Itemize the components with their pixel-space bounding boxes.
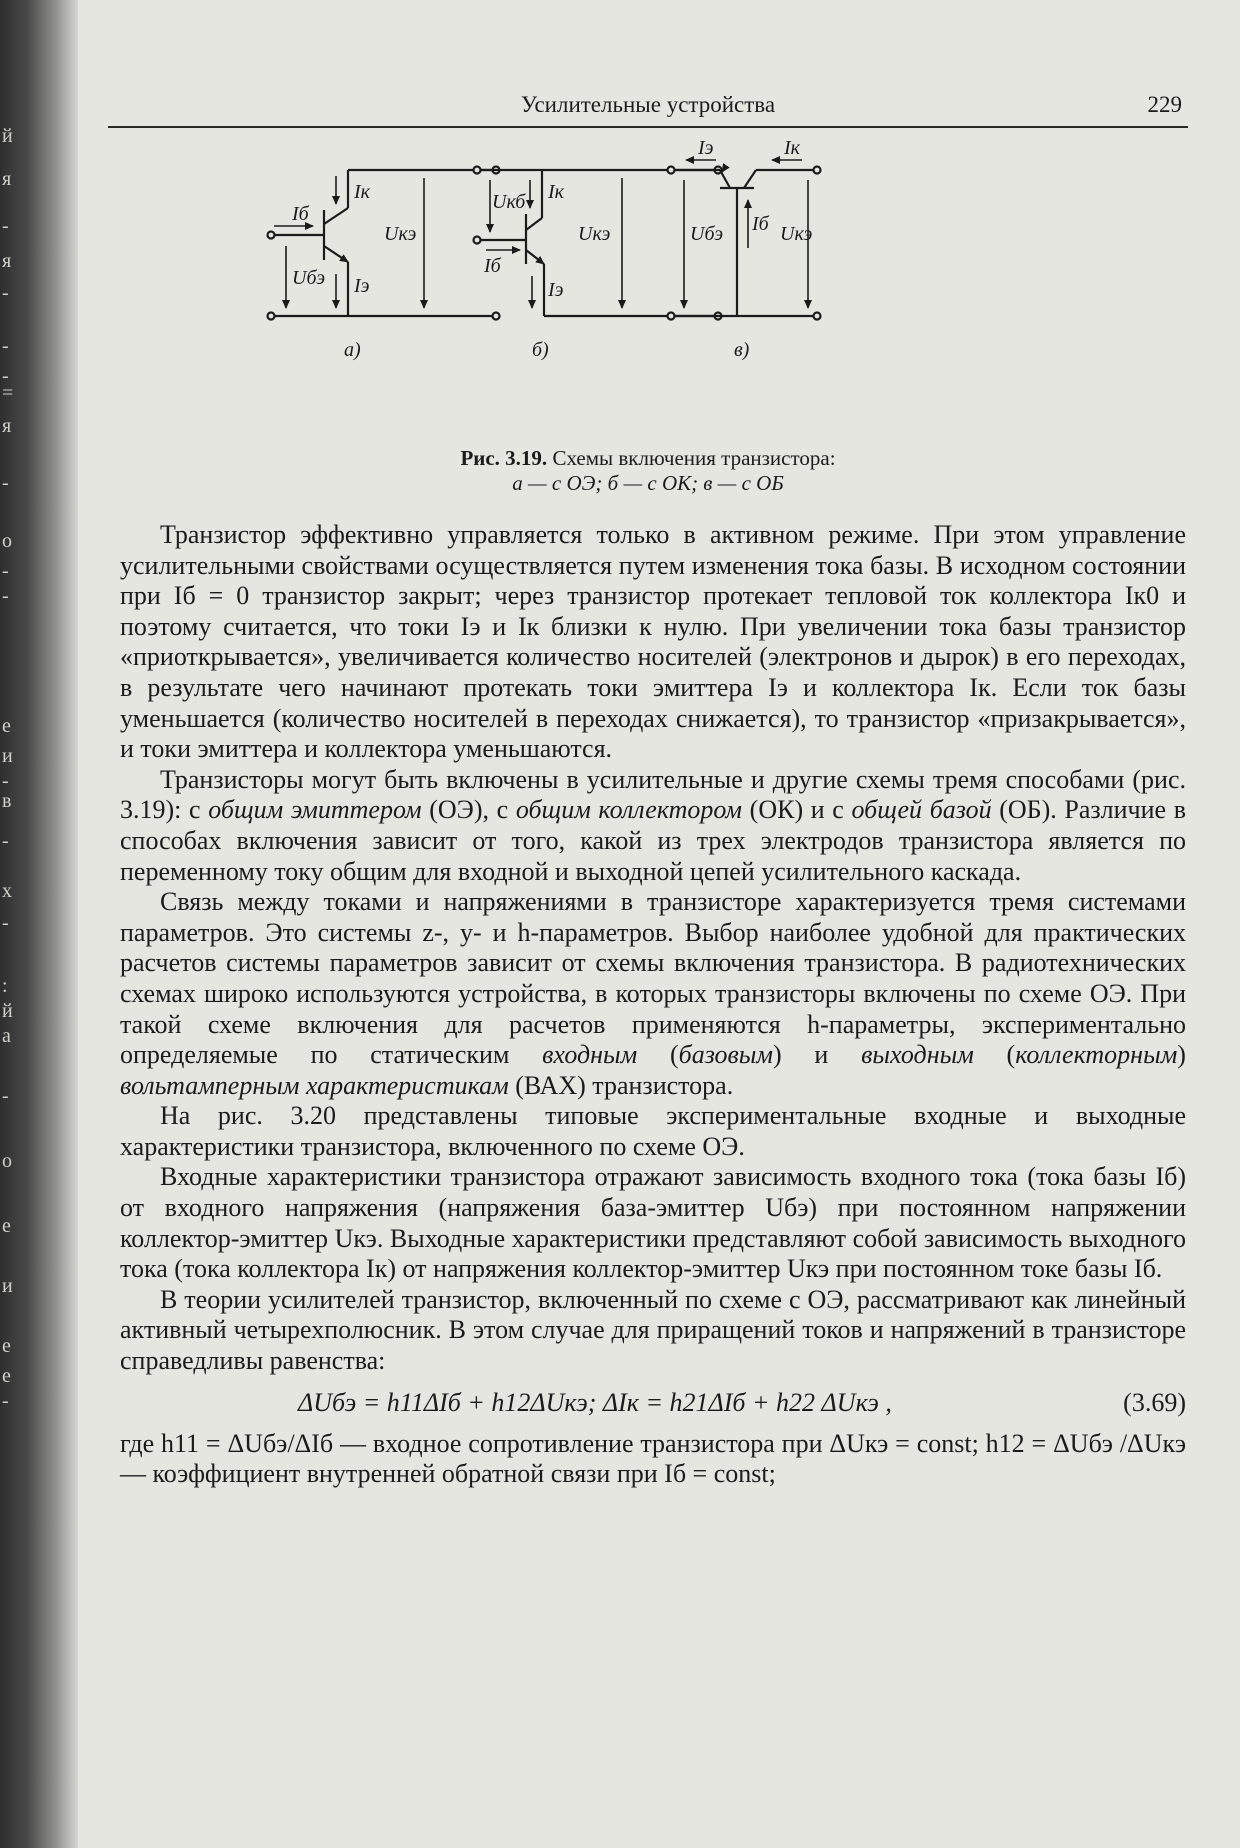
running-title: Усилительные устройства: [520, 92, 776, 117]
margin-fragment: -: [2, 912, 9, 934]
paragraph-5: Входные характеристики транзистора отражают зависимость входного тока (тока базы Iб) от входного напряжения (напряжения база-эмиттер Uбэ) при постоянном напряжении коллектор-эмиттер Uкэ. Выходные характеристики представляют собой зависимость выходного тока (тока коллектора Iк) от напряжения коллектор-эмиттер Uкэ при постоянном токе базы Iб.: [120, 1162, 1186, 1284]
caption-title: Схемы включения транзистора:: [552, 446, 836, 470]
margin-fragment: -: [2, 585, 9, 607]
margin-fragment: й: [2, 1000, 13, 1022]
transistor-circuits-diagram: [108, 137, 1188, 448]
margin-fragment: я: [2, 168, 12, 190]
margin-fragment: х: [2, 880, 12, 902]
label-c-ib: Iб: [752, 213, 769, 235]
margin-fragment: -: [2, 365, 9, 387]
label-b-ie: Iэ: [548, 279, 564, 301]
formula-body: ΔUбэ = h11ΔIб + h12ΔUкэ; ΔIк = h21ΔIб + h22 ΔUкэ ,: [298, 1387, 892, 1417]
margin-fragment: -: [2, 335, 9, 357]
label-a-uke: Uкэ: [384, 223, 417, 245]
paragraph-6: В теории усилителей транзистор, включенный по схеме с ОЭ, рассматривают как линейный активный четырехполюсник. В этом случае для приращений токов и напряжений в транзисторе справедливы равенства:: [120, 1284, 1186, 1376]
margin-fragment: е: [2, 1365, 11, 1387]
margin-fragment: я: [2, 415, 12, 437]
panel-label-a: а): [344, 339, 361, 361]
formula-3-69: [120, 1377, 1186, 1429]
paragraph-7: где h11 = ΔUбэ/ΔIб — входное сопротивление транзистора при ΔUкэ = const; h12 = ΔUбэ /ΔUкэ — коэффициент внутренней обратной связи при Iб = const;: [120, 1428, 1186, 1489]
margin-fragment: -: [2, 770, 9, 792]
circuit-common-base: [668, 137, 821, 361]
margin-fragment: -: [2, 282, 9, 304]
paragraph-4: На рис. 3.20 представлены типовые экспериментальные входные и выходные характеристики транзистора, включенного по схеме ОЭ.: [120, 1101, 1186, 1161]
panel-label-c: в): [734, 339, 750, 361]
label-b-ib: Iб: [484, 255, 501, 277]
figure-caption: [108, 446, 1188, 496]
label-c-ie: Iэ: [698, 137, 714, 159]
label-a-ie: Iэ: [354, 275, 370, 297]
label-b-ik: Iк: [548, 181, 565, 203]
figure-3-19: [108, 137, 1188, 448]
margin-fragment: а: [2, 1025, 11, 1047]
margin-fragment: -: [2, 1085, 9, 1107]
margin-fragment: я: [2, 250, 12, 272]
panel-label-b: б): [532, 339, 549, 361]
formula-number: (3.69): [1123, 1387, 1186, 1417]
margin-fragment: -: [2, 472, 9, 494]
previous-page-margin: [2, 0, 16, 1848]
margin-fragment: о: [2, 530, 12, 552]
margin-fragment: и: [2, 1275, 13, 1297]
page-number: 229: [1147, 92, 1182, 117]
paragraph-2: Транзисторы могут быть включены в усилительные и другие схемы тремя способами (рис. 3.19): с общим эмиттером (ОЭ), с общим коллектором (ОК) и с общей базой (ОБ). Различие в способах включения зависит от того, какой из трех электродов транзистора является по переменному току общим для входной и выходной цепей усилительного каскада.: [120, 764, 1187, 886]
label-b-ukb: Uкб: [492, 191, 526, 213]
running-head: [108, 90, 1188, 128]
margin-fragment: и: [2, 745, 13, 767]
margin-fragment: -: [2, 560, 9, 582]
margin-fragment: -: [2, 215, 9, 237]
margin-fragment: =: [2, 382, 14, 404]
margin-fragment: е: [2, 715, 11, 737]
margin-fragment: :: [2, 975, 8, 997]
book-page: [108, 70, 1188, 1830]
margin-fragment: в: [2, 790, 12, 812]
label-a-ik: Iк: [354, 181, 371, 203]
caption-label: Рис. 3.19.: [460, 446, 548, 470]
margin-fragment: е: [2, 1215, 11, 1237]
margin-fragment: о: [2, 1150, 12, 1172]
body-text: [120, 520, 1186, 1490]
label-a-ube: Uбэ: [292, 267, 326, 289]
paragraph-3: Связь между токами и напряжениями в транзисторе характеризуется тремя системами параметров. Это системы z-, y- и h-параметров. Выбор наиболее удобной для практических расчетов системы параметров зависит от схемы включения транзистора. В радиотехнических схемах широко используются устройства, в которых транзисторы включены по схеме ОЭ. При такой схеме включения для расчетов применяются h-параметры, экспериментально определяемые по статическим входным (базовым) и выходным (коллекторным) вольтамперным характеристикам (ВАХ) транзистора.: [120, 887, 1186, 1100]
label-b-uke: Uкэ: [578, 223, 611, 245]
circuit-common-emitter: [268, 167, 500, 362]
margin-fragment: -: [2, 830, 9, 852]
label-c-uke: Uкэ: [780, 223, 813, 245]
caption-sub: а — с ОЭ; б — с ОК; в — с ОБ: [512, 471, 784, 495]
paragraph-1: Транзистор эффективно управляется только в активном режиме. При этом управление усилительными свойствами осуществляется путем изменения тока базы. В исходном состоянии при Iб = 0 транзистор закрыт; через транзистор протекает тепловой ток коллектора Iк0 и поэтому считается, что токи Iэ и Iк близки к нулю. При увеличении тока базы транзистор «приоткрывается», увеличивается количество носителей (электронов и дырок) в его переходах, в результате чего начинают протекать токи эмиттера Iэ и коллектора Iк. Если ток базы уменьшается (количество носителей в переходах снижается), то транзистор «призакрывается», и токи эмиттера и коллектора уменьшаются.: [120, 520, 1186, 764]
margin-fragment: е: [2, 1335, 11, 1357]
label-a-ib: Iб: [292, 203, 309, 225]
label-c-ube: Uбэ: [690, 223, 724, 245]
label-c-ik: Iк: [784, 137, 801, 159]
margin-fragment: й: [2, 125, 13, 147]
margin-fragment: -: [2, 1390, 9, 1412]
